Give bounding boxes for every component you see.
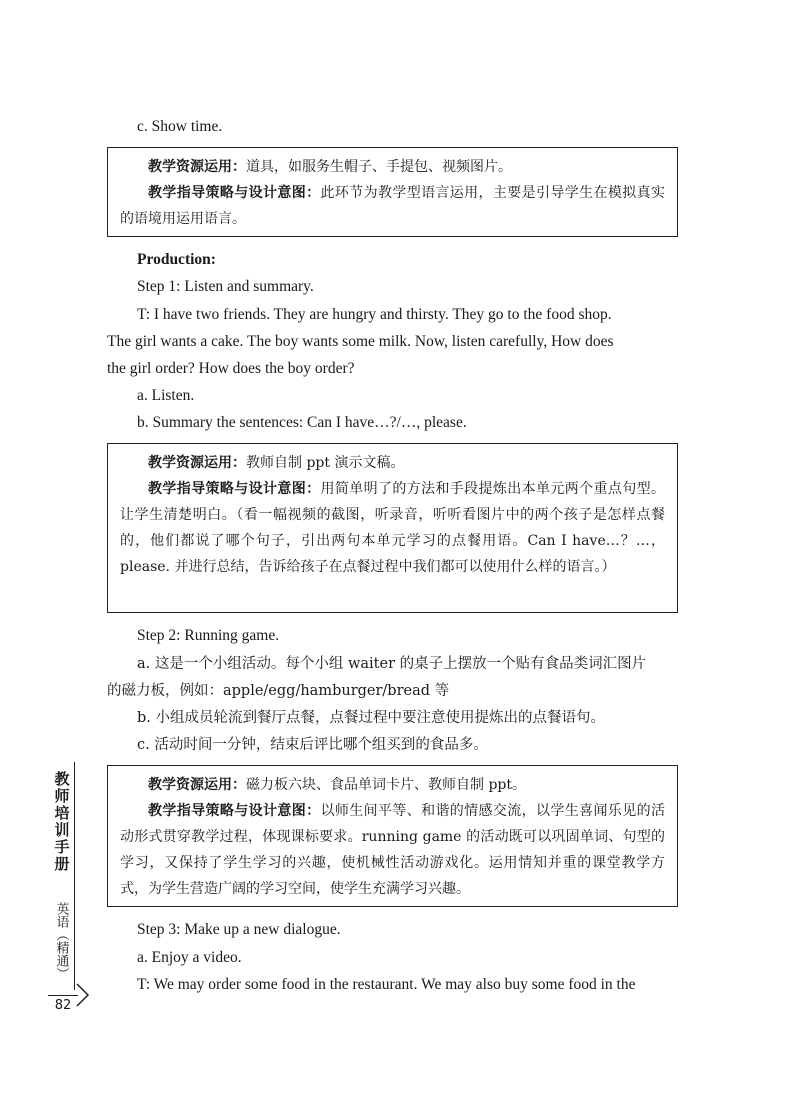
step3-line: Step 3: Make up a new dialogue. [137,921,341,938]
box2-resource-text: 教师自制 ppt 演示文稿。 [246,455,405,471]
box3-strategy-label: 教学指导策略与设计意图： [148,803,321,819]
box3-resource-text: 磁力板六块、食品单词卡片、教师自制 ppt。 [246,777,526,793]
resource-box-2 [107,443,678,613]
teacher-line-2: The girl wants a cake. The boy wants some milk. Now, listen carefully, How does [107,333,614,350]
step2-a-line-1: a. 这是一个小组活动。每个小组 waiter 的桌子上摆放一个贴有食品类词汇图片 [137,656,647,672]
page-number: 82 [54,998,72,1013]
box3-resource-label: 教学资源运用： [148,777,246,793]
step2-b-line: b. 小组成员轮流到餐厅点餐，点餐过程中要注意使用提炼出的点餐语句。 [137,710,605,726]
teacher-line-1: T: I have two friends. They are hungry and thirsty. They go to the food shop. [137,306,612,323]
side-tab [48,762,75,990]
teacher-line-4: T: We may order some food in the restaurant. We may also buy some food in the [137,976,636,993]
step2-c-line: c. 活动时间一分钟，结束后评比哪个组买到的食品多。 [137,737,488,753]
box1-resource-text: 道具，如服务生帽子、手提包、视频图片。 [246,159,512,175]
box1-strategy-text: 此环节为教学型语言运用，主要是引导学生在模拟真实的语境用运用语言。 [120,185,666,227]
box2-strategy-text: 用简单明了的方法和手段提炼出本单元两个重点句型。让学生清楚明白。（看一幅视频的截图，听录音，听听看图片中的两个孩子是怎样点餐的，他们都说了哪个句子，引出两句本单元学习的点餐用语。Can I have…？…，please. 并进行总结，告诉给孩子在点餐过程中我们都可以使用什么样的语言。） [120,481,666,575]
chevron-right-icon [74,981,92,1009]
step1-line: Step 1: Listen and summary. [137,278,314,295]
resource-box-3 [107,765,678,907]
side-tab-title: 教师培训手册 [52,771,71,873]
show-time-line: c. Show time. [137,118,223,135]
box3-strategy-text: 以师生间平等、和谐的情感交流，以学生喜闻乐见的活动形式贯穿教学过程，体现课标要求。running game 的活动既可以巩固单词、句型的学习，又保持了学生学习的兴趣，使机械性活动游戏化。运用情知并重的课堂教学方式，为学生营造广阔的学习空间，使学生充满学习兴趣。 [120,803,666,897]
summary-line: b. Summary the sentences: Can I have…?/…, please. [137,414,467,431]
listen-line: a. Listen. [137,387,195,404]
enjoy-video-line: a. Enjoy a video. [137,949,242,966]
side-tab-subtitle: 英语（精通） [53,902,69,980]
box2-resource-label: 教学资源运用： [148,455,246,471]
step2-a-line-2: 的磁力板，例如：apple/egg/hamburger/bread 等 [107,683,450,699]
teacher-line-3: the girl order? How does the boy order? [107,360,355,377]
step2-line: Step 2: Running game. [137,627,280,644]
box2-strategy-label: 教学指导策略与设计意图： [148,481,321,497]
resource-box-1 [107,147,678,237]
production-heading: Production: [137,251,216,268]
box1-resource-label: 教学资源运用： [148,159,246,175]
box1-strategy-label: 教学指导策略与设计意图： [148,185,321,201]
